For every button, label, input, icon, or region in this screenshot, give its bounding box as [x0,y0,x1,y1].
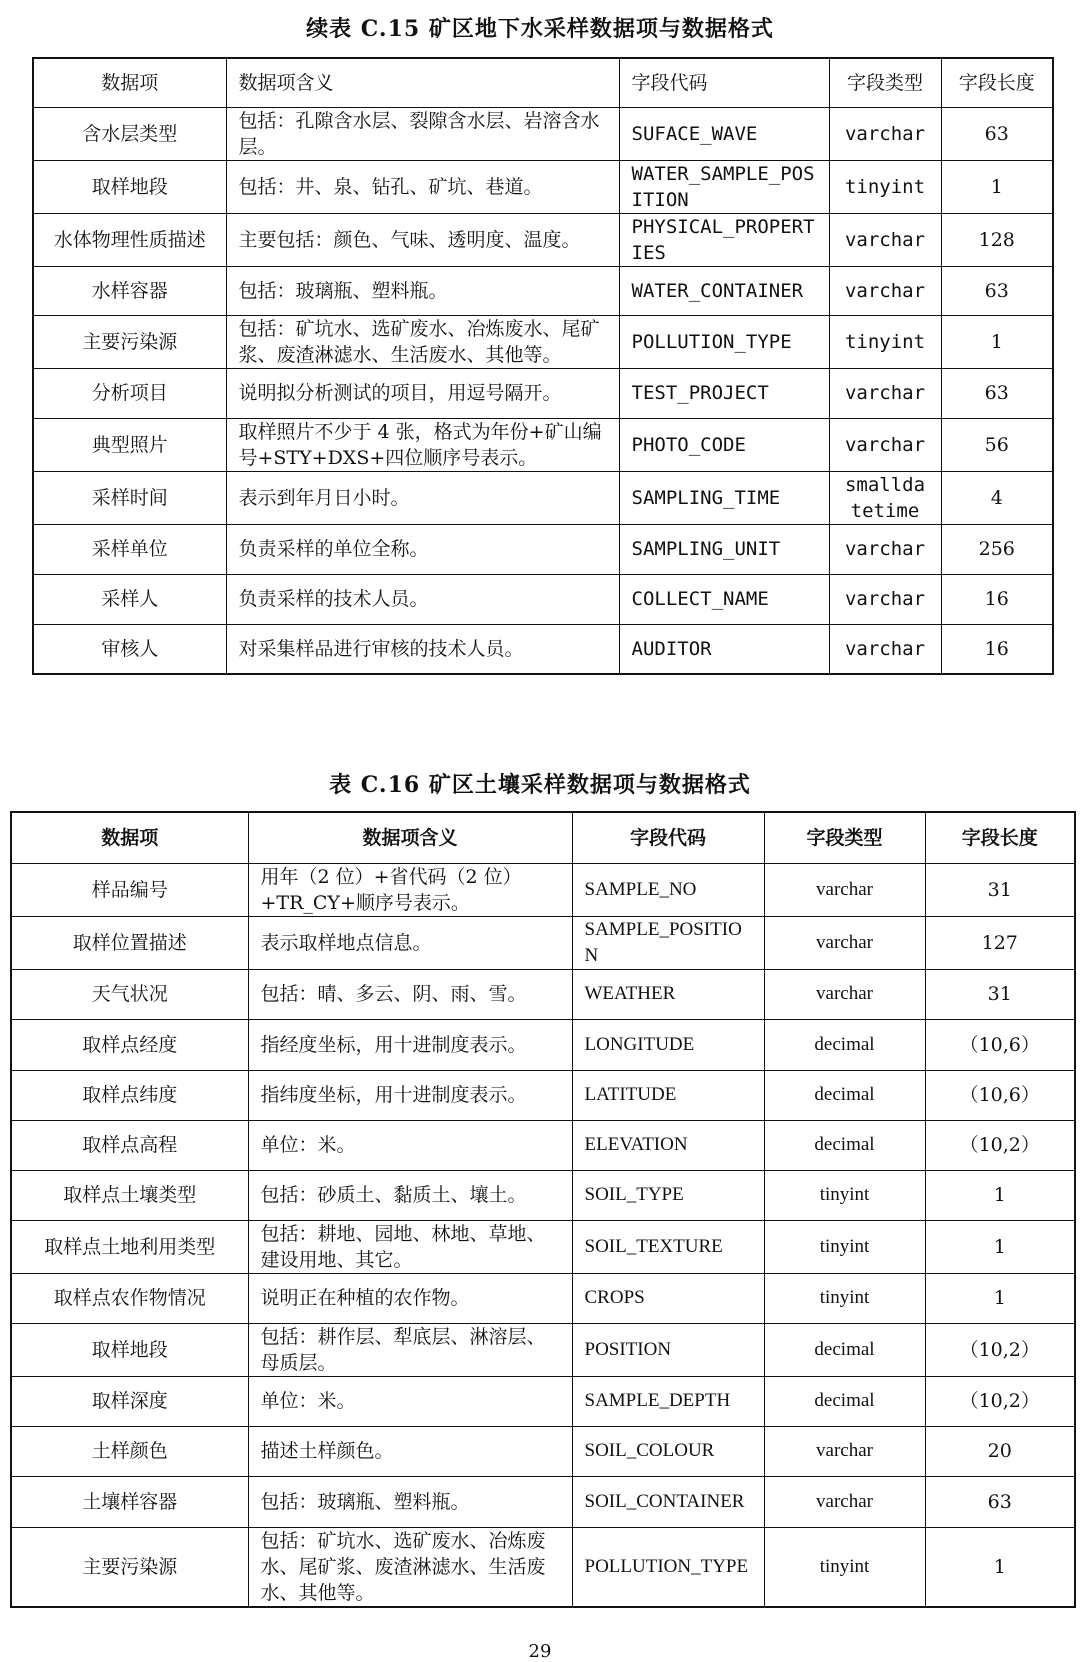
row-meaning: 主要包括：颜色、气味、透明度、温度。 [226,213,619,266]
table-row [11,1476,1075,1527]
row-item: 取样地段 [11,1323,248,1376]
row-meaning: 包括：耕作层、犁底层、淋溶层、母质层。 [248,1323,572,1376]
row-length: 128 [941,213,1053,266]
row-item: 分析项目 [33,368,226,418]
row-item: 采样单位 [33,524,226,574]
row-item: 典型照片 [33,418,226,471]
row-item: 土样颜色 [11,1426,248,1476]
row-type: varchar [829,266,941,315]
row-length: 1 [925,1527,1075,1607]
row-code: WATER_CONTAINER [619,266,829,315]
row-type: varchar [764,969,925,1019]
row-length: 31 [925,863,1075,916]
table-row [33,574,1053,624]
row-meaning: 负责采样的单位全称。 [226,524,619,574]
header-item: 数据项 [33,58,226,107]
table-row [11,1273,1075,1323]
table-row [11,1527,1075,1607]
row-length: 1 [925,1170,1075,1220]
row-meaning: 取样照片不少于 4 张，格式为年份+矿山编号+STY+DXS+四位顺序号表示。 [226,418,619,471]
table-row [11,1426,1075,1476]
row-item: 主要污染源 [11,1527,248,1607]
row-code: PHYSICAL_PROPERTIES [619,213,829,266]
table-row [11,1019,1075,1070]
row-length: 1 [941,160,1053,213]
row-length: （10,2） [925,1376,1075,1426]
table-row [11,863,1075,916]
table-row [33,471,1053,524]
row-code: ELEVATION [572,1120,764,1170]
row-code: PHOTO_CODE [619,418,829,471]
row-type: decimal [764,1376,925,1426]
row-code: COLLECT_NAME [619,574,829,624]
table-row [33,524,1053,574]
row-length: 31 [925,969,1075,1019]
row-code: POSITION [572,1323,764,1376]
row-meaning: 描述土样颜色。 [248,1426,572,1476]
row-code: SAMPLE_DEPTH [572,1376,764,1426]
row-code: SUFACE_WAVE [619,107,829,160]
row-code: SAMPLE_POSITION [572,916,764,969]
row-item: 取样点农作物情况 [11,1273,248,1323]
row-length: 20 [925,1426,1075,1476]
row-code: SAMPLING_TIME [619,471,829,524]
table-row [33,418,1053,471]
row-item: 取样点高程 [11,1120,248,1170]
table-16-header-row [11,812,1075,863]
row-meaning: 说明拟分析测试的项目，用逗号隔开。 [226,368,619,418]
row-meaning: 指纬度坐标，用十进制度表示。 [248,1070,572,1120]
row-code: SOIL_TEXTURE [572,1220,764,1273]
row-type: tinyint [764,1220,925,1273]
row-code: WATER_SAMPLE_POSITION [619,160,829,213]
row-type: varchar [829,574,941,624]
row-type: tinyint [764,1527,925,1607]
row-meaning: 包括：玻璃瓶、塑料瓶。 [248,1476,572,1527]
row-length: 1 [941,315,1053,368]
table-row [33,624,1053,674]
table-15-caption: 续表 C.15 矿区地下水采样数据项与数据格式 [306,16,774,42]
row-type: varchar [764,1426,925,1476]
row-length: 63 [941,368,1053,418]
row-type: tinyint [764,1273,925,1323]
table-row [33,213,1053,266]
row-item: 取样点纬度 [11,1070,248,1120]
row-length: 1 [925,1273,1075,1323]
row-code: AUDITOR [619,624,829,674]
row-length: 63 [925,1476,1075,1527]
header-length: 字段长度 [941,58,1053,107]
row-code: SAMPLING_UNIT [619,524,829,574]
header-meaning: 数据项含义 [248,812,572,863]
row-item: 样品编号 [11,863,248,916]
table-16-caption: 表 C.16 矿区土壤采样数据项与数据格式 [329,772,751,798]
row-type: smalldatetime [829,471,941,524]
header-code: 字段代码 [572,812,764,863]
row-length: （10,2） [925,1120,1075,1170]
table-row [33,266,1053,315]
row-type: varchar [829,418,941,471]
row-meaning: 包括：耕地、园地、林地、草地、建设用地、其它。 [248,1220,572,1273]
row-code: POLLUTION_TYPE [619,315,829,368]
row-code: SOIL_COLOUR [572,1426,764,1476]
row-item: 取样地段 [33,160,226,213]
row-length: 4 [941,471,1053,524]
row-code: TEST_PROJECT [619,368,829,418]
table-16 [10,811,1076,1608]
row-code: CROPS [572,1273,764,1323]
row-meaning: 表示到年月日小时。 [226,471,619,524]
row-item: 含水层类型 [33,107,226,160]
row-length: 63 [941,266,1053,315]
row-item: 水体物理性质描述 [33,213,226,266]
row-item: 天气状况 [11,969,248,1019]
row-meaning: 包括：玻璃瓶、塑料瓶。 [226,266,619,315]
page-number: 29 [528,1641,552,1662]
row-item: 土壤样容器 [11,1476,248,1527]
row-meaning: 包括：矿坑水、选矿废水、冶炼废水、尾矿浆、废渣淋滤水、生活废水、其他等。 [226,315,619,368]
row-code: SOIL_TYPE [572,1170,764,1220]
row-item: 审核人 [33,624,226,674]
row-item: 取样点土壤类型 [11,1170,248,1220]
table-row [11,1376,1075,1426]
table-15-header-row [33,58,1053,107]
table-row [33,368,1053,418]
row-item: 取样点经度 [11,1019,248,1070]
row-length: 1 [925,1220,1075,1273]
row-code: LATITUDE [572,1070,764,1120]
row-type: tinyint [764,1170,925,1220]
table-row [11,1120,1075,1170]
row-meaning: 包括：矿坑水、选矿废水、冶炼废水、尾矿浆、废渣淋滤水、生活废水、其他等。 [248,1527,572,1607]
header-code: 字段代码 [619,58,829,107]
row-length: 16 [941,574,1053,624]
row-item: 采样时间 [33,471,226,524]
row-length: （10,2） [925,1323,1075,1376]
row-length: 16 [941,624,1053,674]
row-length: 256 [941,524,1053,574]
row-item: 采样人 [33,574,226,624]
row-meaning: 用年（2 位）+省代码（2 位）+TR_CY+顺序号表示。 [248,863,572,916]
row-type: varchar [764,863,925,916]
header-type: 字段类型 [829,58,941,107]
row-type: decimal [764,1323,925,1376]
row-length: 127 [925,916,1075,969]
row-meaning: 包括：砂质土、黏质土、壤土。 [248,1170,572,1220]
row-meaning: 负责采样的技术人员。 [226,574,619,624]
row-item: 取样点土地利用类型 [11,1220,248,1273]
table-row [33,107,1053,160]
row-item: 取样深度 [11,1376,248,1426]
header-meaning: 数据项含义 [226,58,619,107]
row-item: 主要污染源 [33,315,226,368]
table-row [11,1170,1075,1220]
row-type: tinyint [829,315,941,368]
row-meaning: 表示取样地点信息。 [248,916,572,969]
row-type: varchar [764,1476,925,1527]
table-row [11,1070,1075,1120]
row-meaning: 包括：井、泉、钻孔、矿坑、巷道。 [226,160,619,213]
row-meaning: 指经度坐标，用十进制度表示。 [248,1019,572,1070]
row-code: WEATHER [572,969,764,1019]
row-meaning: 包括：孔隙含水层、裂隙含水层、岩溶含水层。 [226,107,619,160]
row-type: decimal [764,1120,925,1170]
row-item: 取样位置描述 [11,916,248,969]
row-meaning: 包括：晴、多云、阴、雨、雪。 [248,969,572,1019]
row-code: SOIL_CONTAINER [572,1476,764,1527]
row-type: decimal [764,1070,925,1120]
row-meaning: 单位：米。 [248,1376,572,1426]
row-type: varchar [829,368,941,418]
row-type: varchar [829,107,941,160]
table-row [33,315,1053,368]
row-length: （10,6） [925,1019,1075,1070]
row-type: tinyint [829,160,941,213]
row-type: varchar [829,213,941,266]
table-row [11,1220,1075,1273]
row-type: varchar [829,624,941,674]
row-meaning: 单位：米。 [248,1120,572,1170]
row-item: 水样容器 [33,266,226,315]
row-length: 63 [941,107,1053,160]
table-15 [32,57,1054,675]
row-length: （10,6） [925,1070,1075,1120]
table-row [11,969,1075,1019]
row-code: LONGITUDE [572,1019,764,1070]
row-meaning: 说明正在种植的农作物。 [248,1273,572,1323]
header-item: 数据项 [11,812,248,863]
header-type: 字段类型 [764,812,925,863]
header-length: 字段长度 [925,812,1075,863]
row-meaning: 对采集样品进行审核的技术人员。 [226,624,619,674]
row-type: varchar [829,524,941,574]
table-row [11,916,1075,969]
row-code: POLLUTION_TYPE [572,1527,764,1607]
row-type: varchar [764,916,925,969]
table-row [33,160,1053,213]
row-code: SAMPLE_NO [572,863,764,916]
row-length: 56 [941,418,1053,471]
row-type: decimal [764,1019,925,1070]
table-row [11,1323,1075,1376]
